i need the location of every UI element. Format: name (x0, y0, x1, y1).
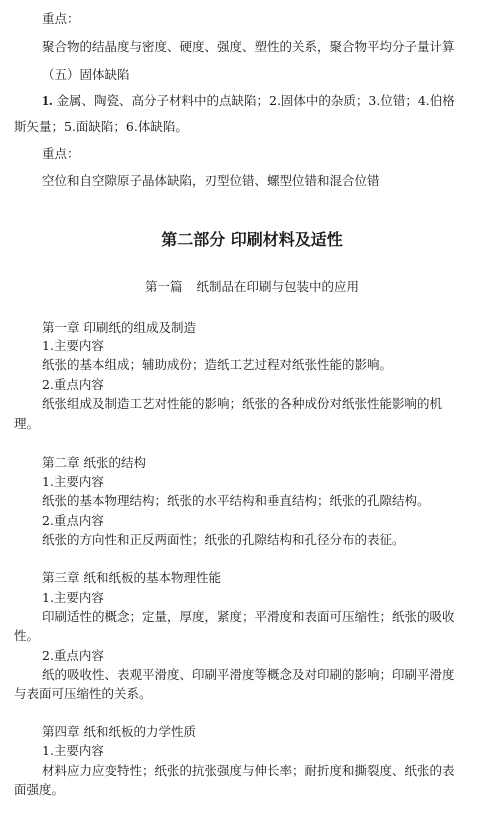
main-content-label: 1.主要内容 (42, 474, 104, 489)
key-content-text: 纸的吸收性、表观平滑度、印刷平滑度等概念及对印刷的影响；印刷平滑度 (42, 667, 455, 682)
chapter-title: 第一章 印刷纸的组成及制造 (42, 320, 196, 335)
main-content-text: 材料应力应变特性；纸张的抗张强度与伸长率；耐折度和撕裂度、纸张的表 (42, 763, 455, 778)
chapter-title: 第四章 纸和纸板的力学性质 (42, 724, 196, 739)
volume-title (0, 279, 504, 295)
chapter-title: 第二章 纸张的结构 (42, 455, 146, 470)
part-title: 第二部分 印刷材料及适性 (161, 230, 343, 249)
chapter-title: 第三章 纸和纸板的基本物理性能 (42, 570, 221, 585)
key-content-continuation: 理。 (14, 416, 40, 431)
subsection-title: （五）固体缺陷 (42, 67, 130, 82)
focus-label: 重点： (42, 11, 80, 26)
main-content-text: 纸张的基本物理结构；纸张的水平结构和垂直结构；纸张的孔隙结构。 (42, 493, 430, 508)
focus-text: 聚合物的结晶度与密度、硬度、强度、塑性的关系，聚合物平均分子量计算 (42, 39, 455, 54)
key-content-text: 纸张的方向性和正反两面性；纸张的孔隙结构和孔径分布的表征。 (42, 532, 405, 547)
defect-list-continuation: 斯矢量；5.面缺陷；6.体缺陷。 (14, 119, 188, 134)
defect-list-text: 金属、陶瓷、高分子材料中的点缺陷；2.固体中的杂质；3.位错；4.伯格 (56, 93, 455, 108)
main-content-text: 纸张的基本组成；辅助成份；造纸工艺过程对纸张性能的影响。 (42, 357, 393, 372)
defect-list-line (42, 93, 455, 110)
focus-label: 重点： (42, 146, 80, 161)
list-number: 1. (42, 94, 53, 109)
focus-text: 空位和自空隙原子晶体缺陷，刃型位错、螺型位错和混合位错 (42, 173, 380, 188)
volume-name: 纸制品在印刷与包装中的应用 (196, 279, 360, 294)
key-content-label: 2.重点内容 (42, 648, 104, 663)
main-content-continuation: 性。 (14, 628, 40, 643)
main-content-label: 1.主要内容 (42, 338, 104, 353)
main-content-label: 1.主要内容 (42, 590, 104, 605)
main-content-label: 1.主要内容 (42, 743, 104, 758)
key-content-continuation: 与表面可压缩性的关系。 (14, 686, 152, 701)
key-content-text: 纸张组成及制造工艺对性能的影响；纸张的各种成份对纸张性能影响的机 (42, 396, 443, 411)
main-content-text: 印刷适性的概念；定量，厚度，紧度；平滑度和表面可压缩性；纸张的吸收 (42, 609, 455, 624)
volume-number: 第一篇 (144, 279, 183, 294)
main-content-continuation: 面强度。 (14, 782, 65, 797)
key-content-label: 2.重点内容 (42, 377, 104, 392)
key-content-label: 2.重点内容 (42, 513, 104, 528)
